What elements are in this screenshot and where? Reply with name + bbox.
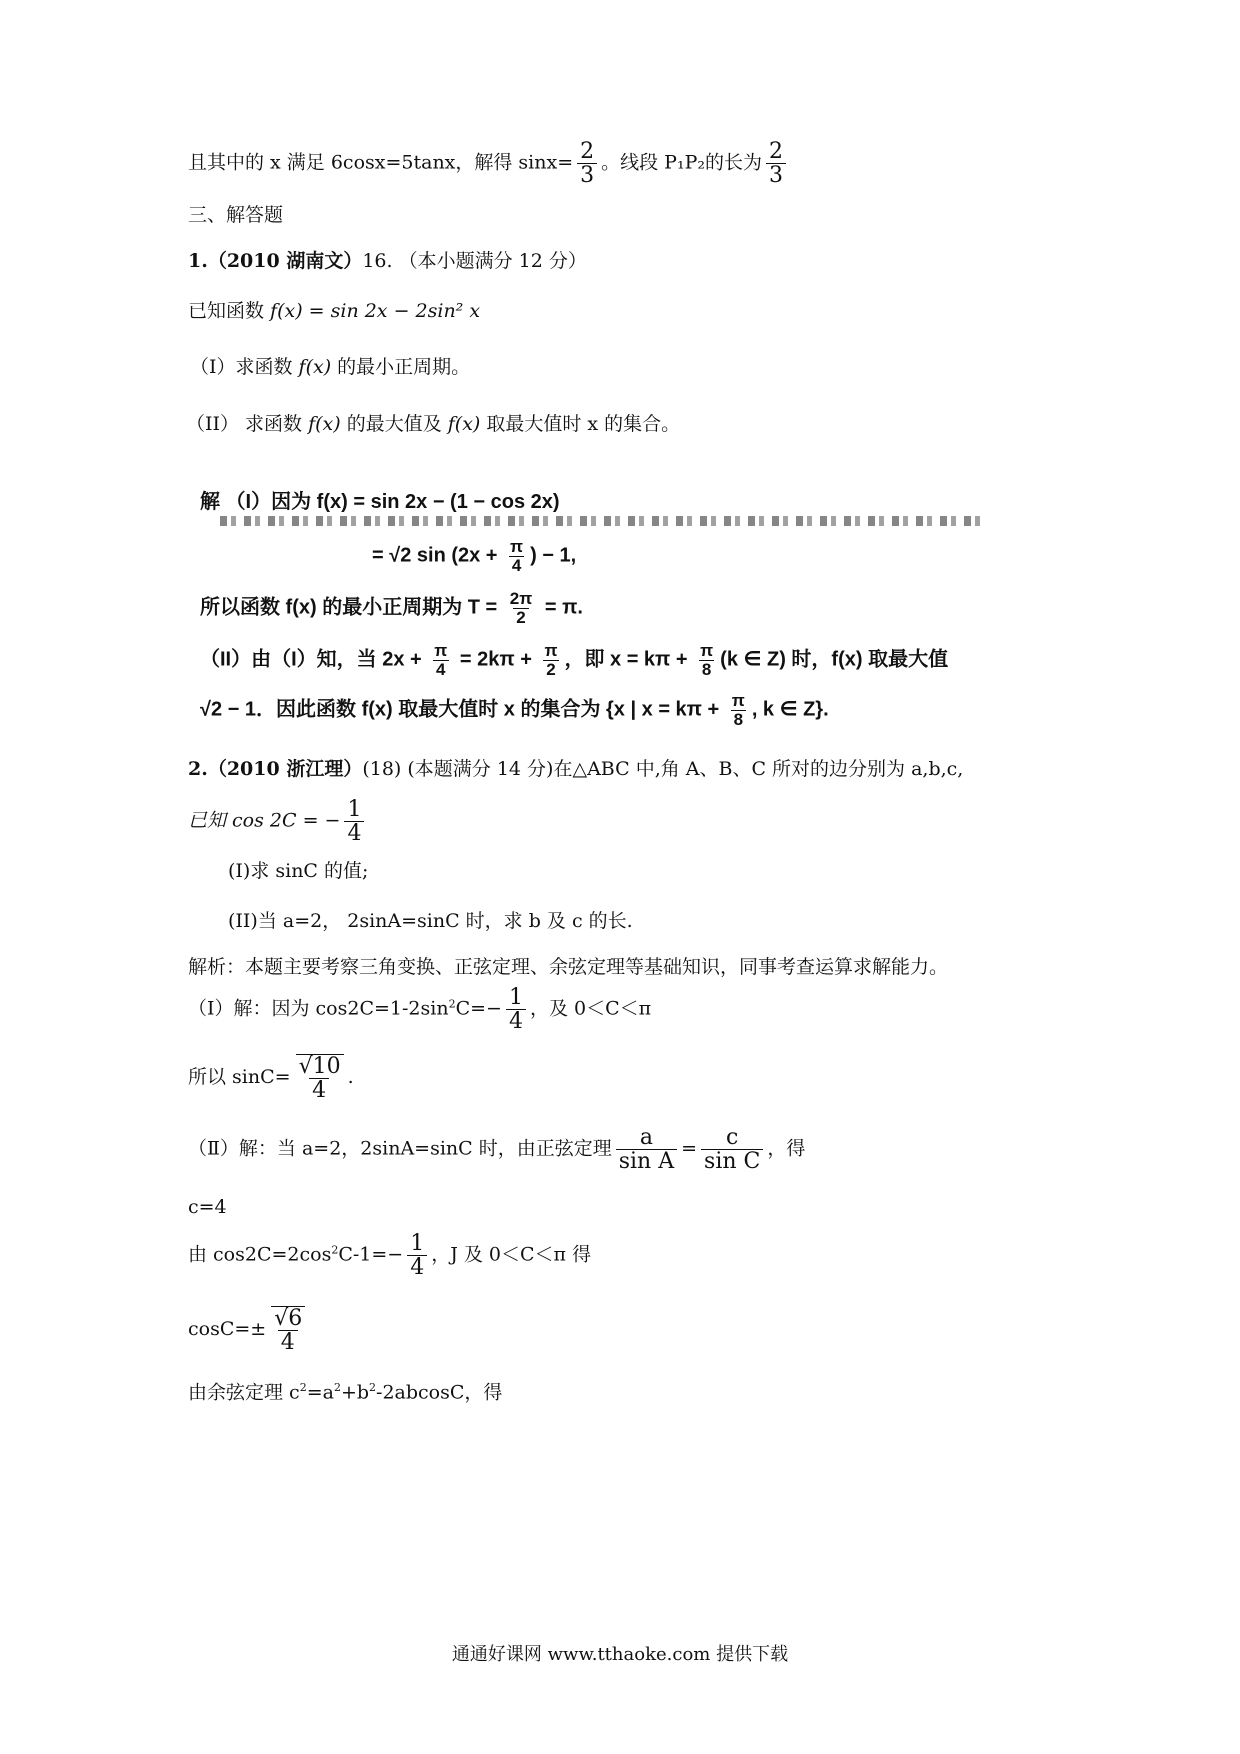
answer-line-7 [188,1382,502,1402]
text: , k ∈ Z}. [751,698,829,721]
question-1-stem [188,302,480,321]
text: (k ∈ Z) 时，f(x) 取最大值 [720,648,949,671]
denominator: 4 [407,1255,427,1279]
answer-line-1 [188,986,651,1033]
numerator: 2 [580,139,595,164]
denominator: sin A [616,1149,677,1173]
numerator: π [544,641,558,660]
superscript: 2 [448,997,456,1011]
numerator: √6 [271,1306,305,1330]
solution-line-3 [200,590,583,627]
question-2-part-1: (I)求 sinC 的值; [228,860,369,882]
text: . [347,1066,354,1089]
analysis-text: 解析：本题主要考察三角变换、正弦定理、余弦定理等基础知识，同事考查运算求解能力。 [188,956,949,978]
denominator: 4 [344,821,364,845]
solution-line-5 [200,692,829,729]
superscript: 2 [369,1381,377,1394]
numerator: π [731,691,745,710]
question-1-heading [188,252,587,271]
denominator: 4 [506,1009,526,1033]
text: ，得 [767,1137,806,1160]
denominator: 3 [577,163,597,187]
text: （Ⅱ）解：当 a=2，2sinA=sinC 时，由正弦定理 [188,1137,612,1160]
fraction [729,692,748,729]
text: （I）求函数 [190,356,299,378]
text: -2abcosC，得 [376,1381,503,1404]
text: 。线段 P₁P₂的长为 [601,151,762,174]
text: （II） 求函数 [186,413,309,435]
fraction [295,1054,344,1102]
text: cosC=± [188,1318,267,1341]
text: C-1=− [338,1243,404,1266]
fraction [270,1306,305,1354]
text: （II）由（I）知，当 2x + [200,648,428,671]
text: 且其中的 x 满足 6cosx=5tanx，解得 sinx= [188,151,574,174]
text: 取最大值时 x 的集合。 [480,413,681,435]
fraction [506,986,526,1033]
question-source: 2.（2010 浙江理） [188,758,363,780]
superscript: 2 [299,1381,307,1394]
fraction [701,1126,763,1173]
denominator: 4 [309,1078,329,1102]
formula: f(x) = sin 2x − 2sin² x [270,300,481,322]
text: = 2kπ + [454,648,538,671]
answer-line-6 [188,1306,309,1354]
footer-credit: 通通好课网 www.tthaoke.com 提供下载 [451,1644,789,1665]
denominator: 8 [699,660,714,679]
text: C=− [455,997,502,1020]
question-2-part-2: (II)当 a=2， 2sinA=sinC 时，求 b 及 c 的长. [228,910,633,932]
question-source: 1.（2010 湖南文） [188,250,363,272]
text: 由余弦定理 c [188,1381,300,1404]
numerator: 1 [410,1231,425,1256]
denominator: 4 [509,556,524,575]
fraction [697,642,716,679]
question-score: 16. （本小题满分 12 分） [362,250,587,272]
fraction [507,590,535,627]
formula: f(x) [447,413,481,435]
numerator: 1 [508,985,523,1010]
formula: f(x) [308,413,341,435]
solution-line-2 [372,538,576,575]
superscript: 2 [333,1381,341,1394]
fraction [344,798,364,845]
text: （Ⅰ）解：因为 cos2C=1-2sin [188,997,449,1020]
numerator: √10 [296,1054,344,1078]
denominator: 8 [731,710,746,729]
numerator: π [434,641,448,660]
solution-line-4 [200,642,948,679]
text: +b [340,1381,370,1404]
text: ) − 1, [530,544,577,567]
numerator: 1 [347,797,362,822]
fraction [577,140,597,187]
numerator: 2 [768,139,783,164]
numerator: c [726,1125,739,1150]
denominator: 4 [433,660,448,679]
fraction [541,642,560,679]
denominator: 3 [766,163,786,187]
question-text: (18) (本题满分 14 分)在△ABC 中,角 A、B、C 所对的边分别为 a,b,c, [362,758,964,780]
question-2-given [188,798,368,845]
text: 所以 sinC= [188,1066,291,1089]
answer-line-2 [188,1054,354,1102]
text: √2 − 1．因此函数 f(x) 取最大值时 x 的集合为 {x | x = kπ + [200,698,725,721]
text: ，及 0＜C＜π [529,997,652,1020]
text: = √2 sin (2x + [372,544,504,567]
fraction [616,1126,677,1173]
formula: 已知 cos 2C = − [188,809,341,832]
question-1-part-1 [190,358,470,377]
numerator: a [639,1125,653,1150]
scan-artifact-line [220,516,988,526]
text-line-sinx-result [188,140,790,187]
fraction [766,140,786,187]
question-2-heading [188,760,963,779]
text: =a [306,1381,334,1404]
text: = π. [539,596,583,619]
text: 所以函数 f(x) 的最小正周期为 T = [200,596,503,619]
fraction [407,1232,427,1279]
text: 由 cos2C=2cos [188,1243,332,1266]
superscript: 2 [331,1243,339,1257]
answer-line-3 [188,1126,805,1173]
fraction [507,538,526,575]
denominator: 4 [278,1330,298,1354]
answer-line-5 [188,1232,591,1279]
section-heading: 三、解答题 [188,204,284,226]
text: 已知函数 [188,300,271,322]
denominator: 2 [513,608,528,627]
numerator: π [510,537,524,556]
equals-sign: = [681,1137,698,1160]
numerator: 2π [509,589,533,608]
denominator: sin C [701,1149,763,1173]
formula: f(x) [298,356,332,378]
text: 的最小正周期。 [331,356,471,378]
solution-line-1: 解 （I）因为 f(x) = sin 2x − (1 − cos 2x) [200,491,560,513]
text: 的最大值及 [340,413,448,435]
denominator: 2 [543,660,558,679]
question-1-part-2 [186,415,680,434]
text: ，即 x = kπ + [564,648,694,671]
text: ，J 及 0＜C＜π 得 [431,1243,592,1266]
fraction [431,642,450,679]
numerator: π [700,641,714,660]
answer-line-4: c=4 [188,1196,227,1218]
